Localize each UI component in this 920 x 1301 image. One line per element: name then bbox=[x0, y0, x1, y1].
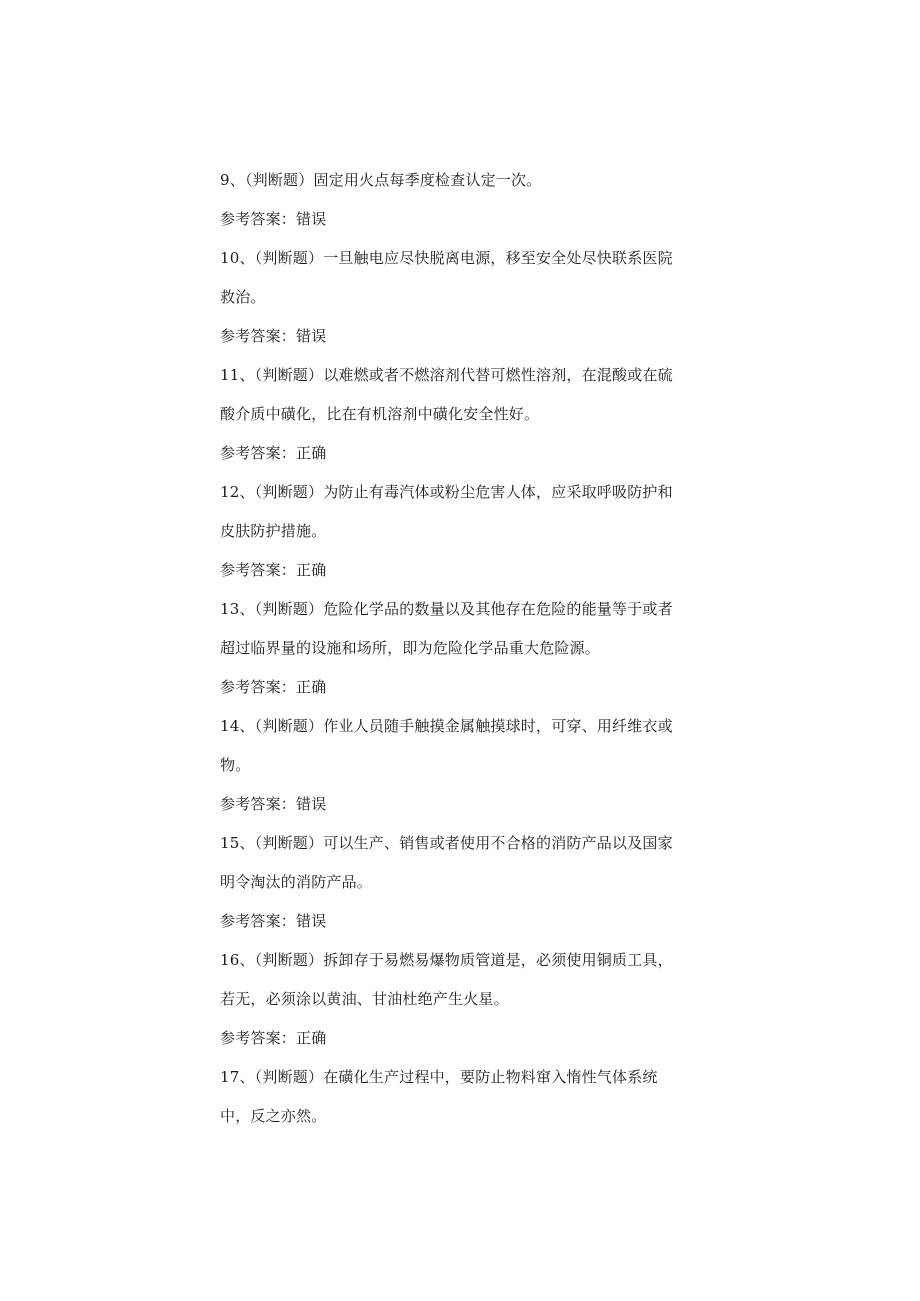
answer-text: 参考答案：错误 bbox=[220, 327, 327, 345]
question-text-continued: 救治。 bbox=[220, 288, 266, 306]
question-list bbox=[220, 170, 700, 1145]
question-text: 11、（判断题）以难燃或者不燃溶剂代替可燃性溶剂，在混酸或在硫 bbox=[220, 366, 673, 384]
question-text: 16、（判断题）拆卸存于易燃易爆物质管道是，必须使用铜质工具， bbox=[220, 951, 673, 969]
question-text-continued: 明令淘汰的消防产品。 bbox=[220, 873, 373, 891]
question-item-12 bbox=[220, 482, 700, 580]
question-text-continued: 超过临界量的设施和场所，即为危险化学品重大危险源。 bbox=[220, 639, 601, 657]
answer-text: 参考答案：正确 bbox=[220, 561, 327, 579]
question-text: 14、（判断题）作业人员随手触摸金属触摸球时，可穿、用纤维衣或 bbox=[220, 717, 673, 735]
answer-text: 参考答案：错误 bbox=[220, 795, 327, 813]
question-item-14 bbox=[220, 716, 700, 814]
question-text-continued: 酸介质中磺化，比在有机溶剂中磺化安全性好。 bbox=[220, 405, 540, 423]
question-item-13 bbox=[220, 599, 700, 697]
question-text: 17、（判断题）在磺化生产过程中，要防止物料窜入惰性气体系统 bbox=[220, 1068, 658, 1086]
question-text: 10、（判断题）一旦触电应尽快脱离电源，移至安全处尽快联系医院 bbox=[220, 249, 673, 267]
answer-text: 参考答案：错误 bbox=[220, 912, 327, 930]
answer-text: 参考答案：正确 bbox=[220, 1029, 327, 1047]
question-text-continued: 物。 bbox=[220, 756, 251, 774]
question-text-continued: 皮肤防护措施。 bbox=[220, 522, 327, 540]
question-item-16 bbox=[220, 950, 700, 1048]
question-text-continued: 中，反之亦然。 bbox=[220, 1107, 327, 1125]
answer-text: 参考答案：错误 bbox=[220, 210, 327, 228]
question-text: 13、（判断题）危险化学品的数量以及其他存在危险的能量等于或者 bbox=[220, 600, 673, 618]
question-text: 12、（判断题）为防止有毒汽体或粉尘危害人体，应采取呼吸防护和 bbox=[220, 483, 673, 501]
question-item-9 bbox=[220, 170, 700, 229]
question-text: 9、（判断题）固定用火点每季度检查认定一次。 bbox=[220, 171, 542, 189]
question-item-11 bbox=[220, 365, 700, 463]
question-text: 15、（判断题）可以生产、销售或者使用不合格的消防产品以及国家 bbox=[220, 834, 673, 852]
question-text-continued: 若无，必须涂以黄油、甘油杜绝产生火星。 bbox=[220, 990, 509, 1008]
answer-text: 参考答案：正确 bbox=[220, 678, 327, 696]
answer-text: 参考答案：正确 bbox=[220, 444, 327, 462]
question-item-15 bbox=[220, 833, 700, 931]
question-item-17 bbox=[220, 1067, 700, 1126]
question-item-10 bbox=[220, 248, 700, 346]
